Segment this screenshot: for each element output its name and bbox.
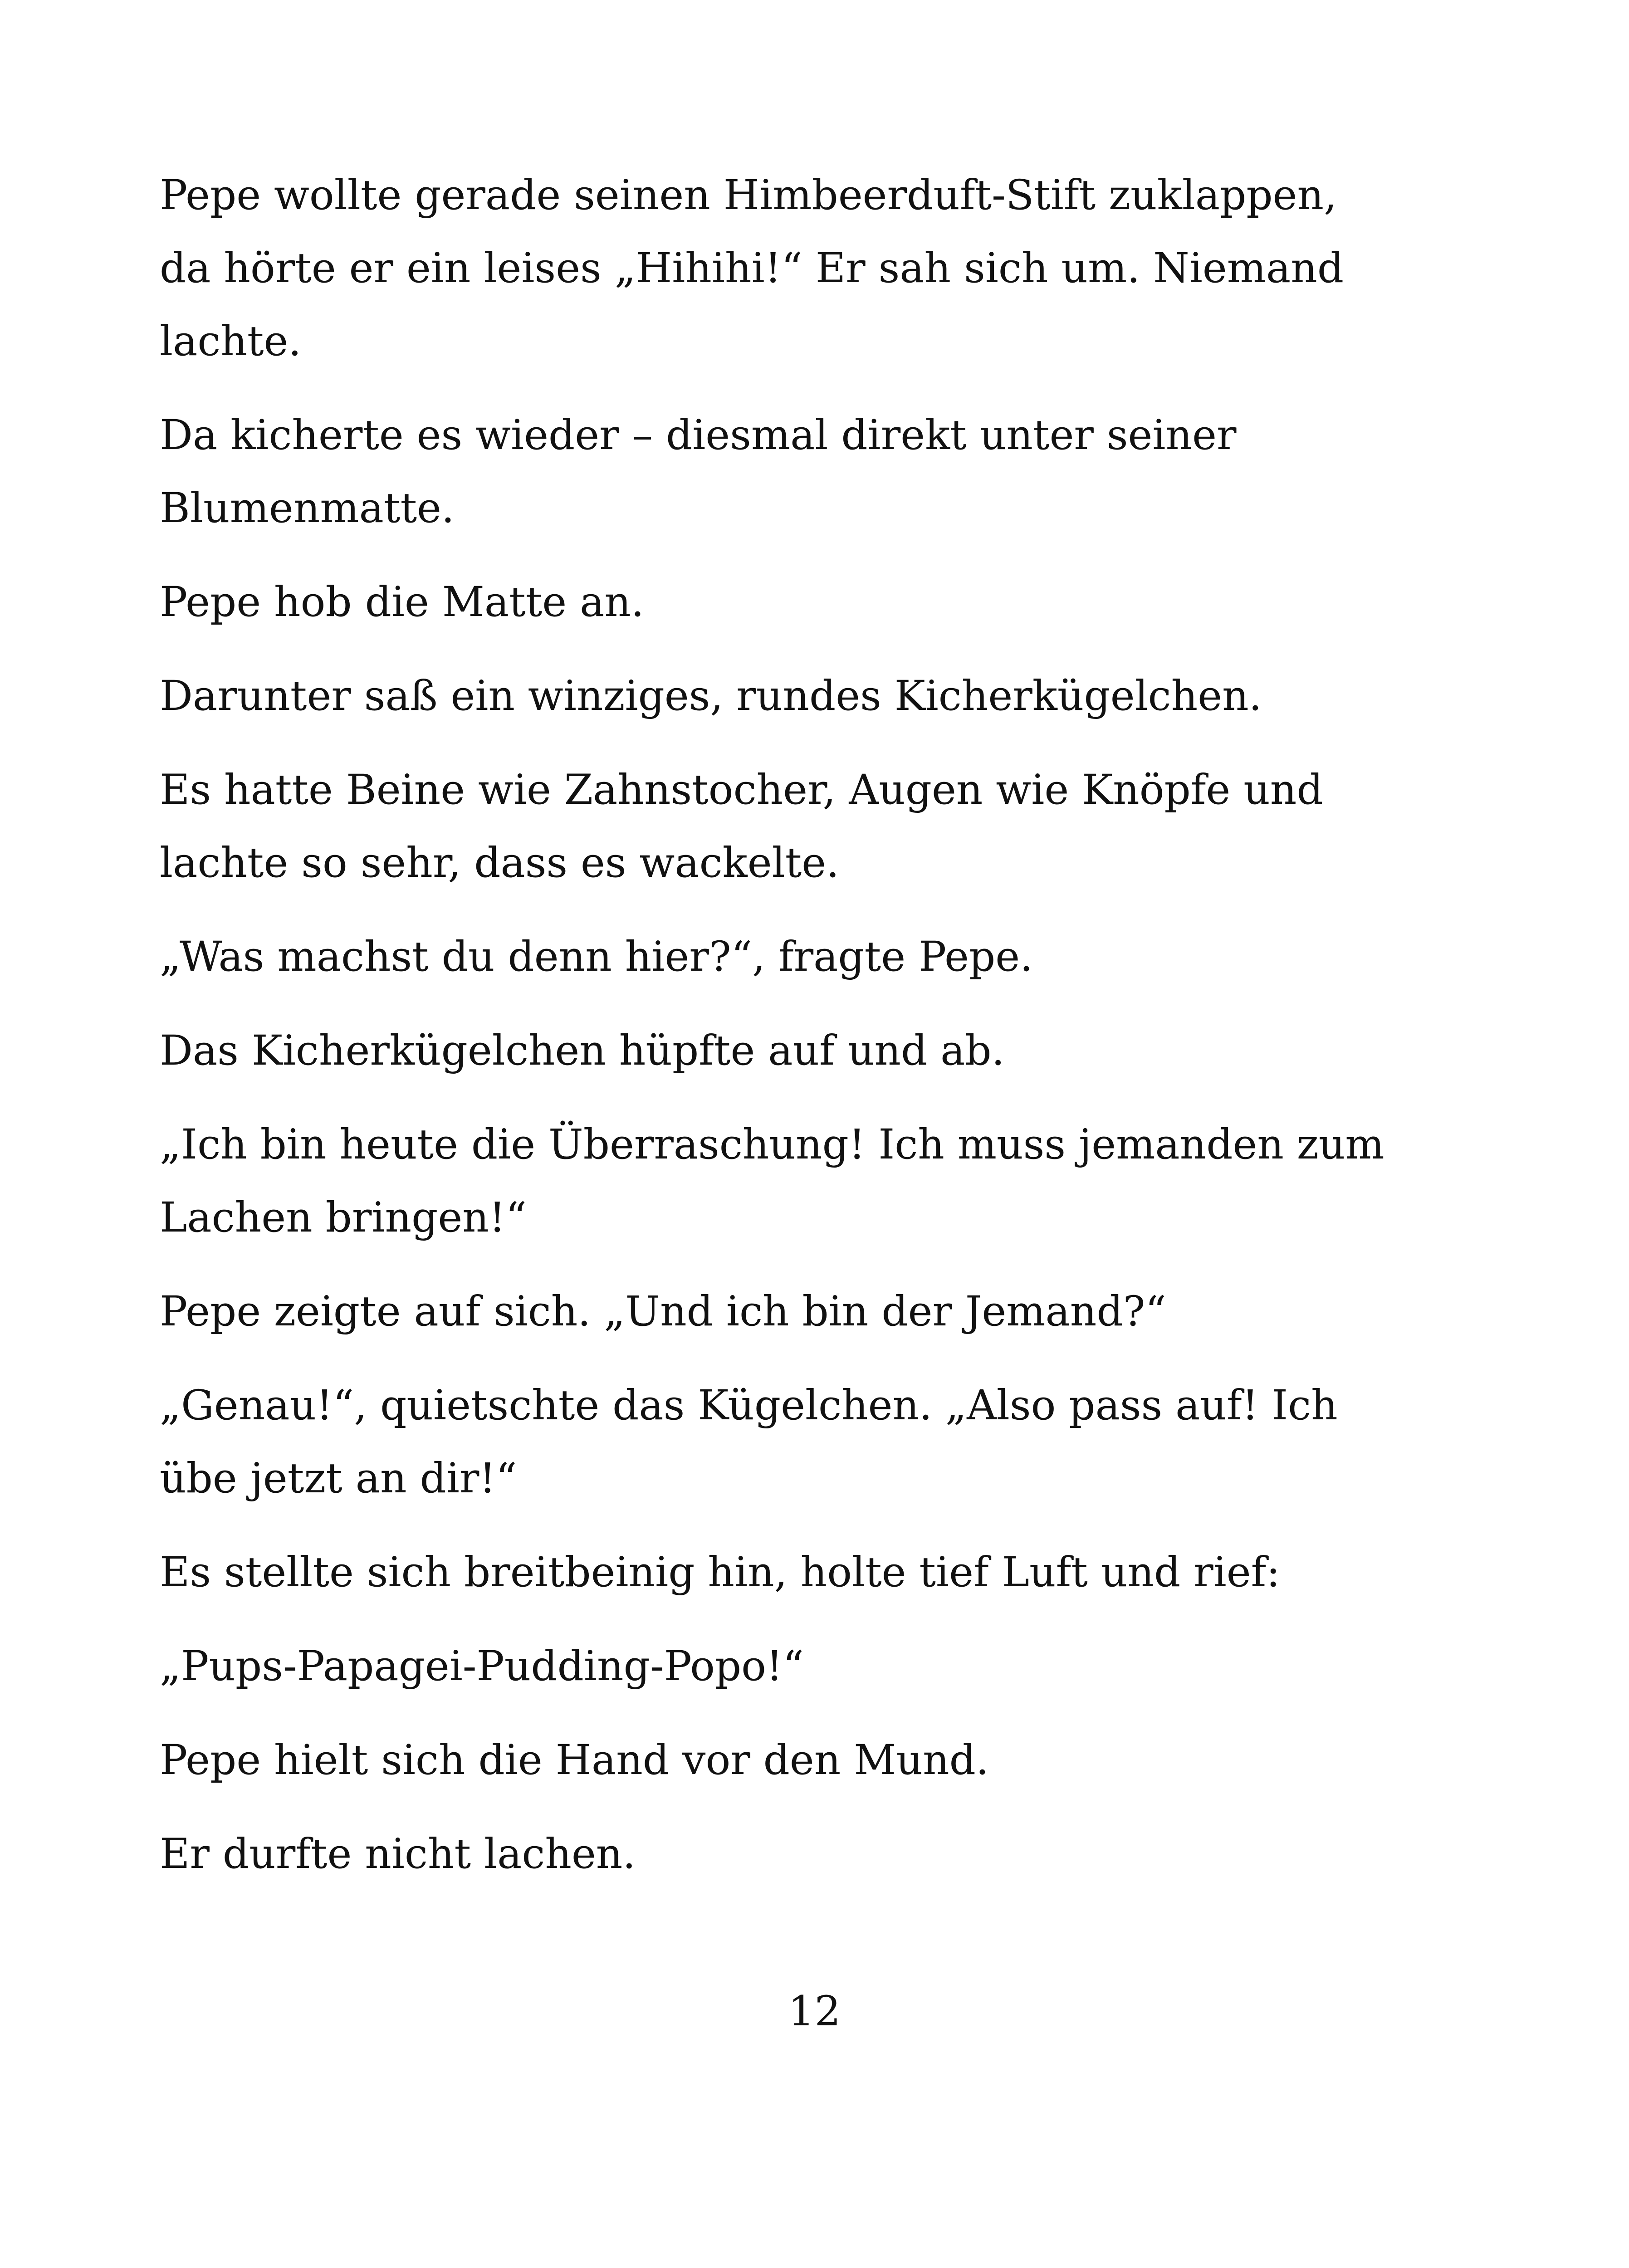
paragraph: Er durfte nicht lachen. xyxy=(160,1830,636,1878)
paragraph: „Ich bin heute die Überraschung! Ich muss jemanden zum Lachen bringen!“ xyxy=(160,1121,1384,1242)
paragraph: Darunter saß ein winziges, rundes Kicherkügelchen. xyxy=(160,672,1262,720)
paragraph: Es stellte sich breitbeinig hin, holte tief Luft und rief: xyxy=(160,1549,1280,1596)
paragraph: „Genau!“, quietschte das Kügelchen. „Also pass auf! Ich übe jetzt an dir!“ xyxy=(160,1382,1338,1502)
paragraph: Da kicherte es wieder – diesmal direkt unter seiner Blumenmatte. xyxy=(160,411,1237,532)
paragraph: „Pups-Papagei-Pudding-Popo!“ xyxy=(160,1642,804,1690)
paragraph: Das Kicherkügelchen hüpfte auf und ab. xyxy=(160,1027,1005,1075)
paragraph: Pepe hielt sich die Hand vor den Mund. xyxy=(160,1736,989,1784)
paragraph: Pepe hob die Matte an. xyxy=(160,578,644,626)
paragraph: „Was machst du denn hier?“, fragte Pepe. xyxy=(160,933,1033,981)
paragraph: Pepe wollte gerade seinen Himbeerduft-Stift zuklappen, da hörte er ein leises „Hihihi!“ Er sah sich um. Niemand lachte. xyxy=(160,171,1344,365)
paragraph: Es hatte Beine wie Zahnstocher, Augen wie Knöpfe und lachte so sehr, dass es wackelte. xyxy=(160,766,1323,887)
body-text xyxy=(160,159,1384,1911)
page-number: 12 xyxy=(788,1988,841,2035)
paragraph: Pepe zeigte auf sich. „Und ich bin der Jemand?“ xyxy=(160,1288,1166,1335)
